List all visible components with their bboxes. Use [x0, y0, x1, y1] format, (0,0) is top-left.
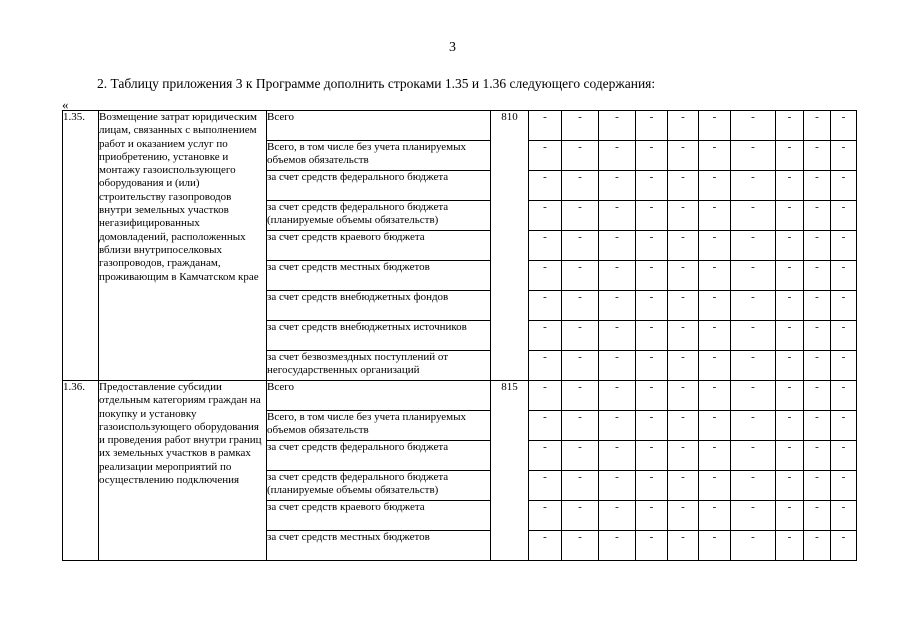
value-cell: -: [599, 291, 636, 321]
value-cell: -: [562, 381, 599, 411]
value-cell: -: [776, 351, 804, 381]
value-cell: -: [668, 351, 699, 381]
funding-source: за счет средств федерального бюджета: [267, 441, 491, 471]
value-cell: -: [562, 441, 599, 471]
value-cell: -: [562, 291, 599, 321]
instruction-text: 2. Таблицу приложения 3 к Программе дополнить строками 1.35 и 1.36 следующего содержания:: [97, 76, 656, 91]
value-cell: -: [529, 411, 562, 441]
value-cell: -: [529, 201, 562, 231]
value-cell: -: [636, 291, 668, 321]
value-cell: -: [731, 291, 776, 321]
value-cell: -: [599, 141, 636, 171]
value-cell: -: [804, 201, 831, 231]
value-cell: -: [831, 501, 857, 531]
value-cell: -: [804, 471, 831, 501]
value-cell: -: [699, 141, 731, 171]
value-cell: -: [529, 351, 562, 381]
value-cell: -: [562, 261, 599, 291]
value-cell: -: [599, 261, 636, 291]
value-cell: -: [636, 201, 668, 231]
funding-source: Всего, в том числе без учета планируемых объемов обязательств: [267, 141, 491, 171]
value-cell: -: [731, 351, 776, 381]
value-cell: -: [831, 531, 857, 561]
value-cell: -: [804, 411, 831, 441]
value-cell: -: [668, 411, 699, 441]
value-cell: -: [599, 231, 636, 261]
value-cell: -: [529, 231, 562, 261]
value-cell: -: [699, 531, 731, 561]
value-cell: -: [636, 351, 668, 381]
value-cell: -: [699, 261, 731, 291]
value-cell: -: [529, 501, 562, 531]
value-cell: -: [776, 141, 804, 171]
value-cell: -: [699, 111, 731, 141]
value-cell: -: [831, 111, 857, 141]
value-cell: -: [699, 471, 731, 501]
value-cell: -: [699, 291, 731, 321]
value-cell: -: [562, 321, 599, 351]
value-cell: -: [599, 201, 636, 231]
value-cell: -: [831, 321, 857, 351]
funding-source: за счет средств местных бюджетов: [267, 261, 491, 291]
value-cell: -: [636, 411, 668, 441]
funding-source: за счет средств федерального бюджета (планируемые объемы обязательств): [267, 201, 491, 231]
value-cell: -: [731, 531, 776, 561]
value-cell: -: [731, 471, 776, 501]
value-cell: -: [668, 261, 699, 291]
value-cell: -: [636, 471, 668, 501]
value-cell: -: [831, 141, 857, 171]
value-cell: -: [599, 411, 636, 441]
value-cell: -: [599, 471, 636, 501]
value-cell: -: [668, 441, 699, 471]
value-cell: -: [776, 261, 804, 291]
value-cell: -: [731, 141, 776, 171]
row-number: 1.35.: [63, 111, 99, 381]
value-cell: -: [731, 501, 776, 531]
value-cell: -: [599, 531, 636, 561]
value-cell: -: [636, 441, 668, 471]
value-cell: -: [804, 231, 831, 261]
funding-source: за счет безвозмездных поступлений от негосударственных организаций: [267, 351, 491, 381]
value-cell: -: [668, 471, 699, 501]
value-cell: -: [831, 291, 857, 321]
program-table: [62, 110, 857, 561]
value-cell: -: [529, 291, 562, 321]
value-cell: -: [599, 501, 636, 531]
value-cell: -: [831, 441, 857, 471]
value-cell: -: [776, 111, 804, 141]
value-cell: -: [804, 291, 831, 321]
value-cell: -: [599, 351, 636, 381]
funding-source: за счет средств местных бюджетов: [267, 531, 491, 561]
value-cell: -: [636, 231, 668, 261]
value-cell: -: [699, 411, 731, 441]
value-cell: -: [804, 381, 831, 411]
funding-source: Всего: [267, 381, 491, 411]
budget-code: 810: [491, 111, 529, 381]
value-cell: -: [599, 321, 636, 351]
value-cell: -: [636, 171, 668, 201]
value-cell: -: [699, 501, 731, 531]
value-cell: -: [562, 501, 599, 531]
value-cell: -: [831, 201, 857, 231]
value-cell: -: [562, 111, 599, 141]
value-cell: -: [804, 171, 831, 201]
value-cell: -: [562, 201, 599, 231]
value-cell: -: [529, 111, 562, 141]
value-cell: -: [776, 531, 804, 561]
value-cell: -: [804, 261, 831, 291]
value-cell: -: [562, 531, 599, 561]
opening-quote-mark: «: [62, 97, 69, 112]
funding-source: Всего, в том числе без учета планируемых объемов обязательств: [267, 411, 491, 441]
value-cell: -: [776, 171, 804, 201]
value-cell: -: [731, 381, 776, 411]
funding-source: за счет средств внебюджетных источников: [267, 321, 491, 351]
value-cell: -: [731, 411, 776, 441]
value-cell: -: [831, 381, 857, 411]
value-cell: -: [831, 351, 857, 381]
value-cell: -: [636, 321, 668, 351]
value-cell: -: [776, 441, 804, 471]
value-cell: -: [731, 321, 776, 351]
value-cell: -: [562, 171, 599, 201]
value-cell: -: [776, 231, 804, 261]
value-cell: -: [731, 261, 776, 291]
value-cell: -: [731, 231, 776, 261]
funding-source: за счет средств краевого бюджета: [267, 501, 491, 531]
value-cell: -: [668, 531, 699, 561]
funding-source: за счет средств федерального бюджета (планируемые объемы обязательств): [267, 471, 491, 501]
value-cell: -: [562, 141, 599, 171]
value-cell: -: [804, 111, 831, 141]
row-number: 1.36.: [63, 381, 99, 561]
value-cell: -: [668, 111, 699, 141]
value-cell: -: [804, 501, 831, 531]
value-cell: -: [668, 231, 699, 261]
value-cell: -: [636, 501, 668, 531]
value-cell: -: [699, 201, 731, 231]
value-cell: -: [776, 501, 804, 531]
value-cell: -: [668, 321, 699, 351]
value-cell: -: [529, 141, 562, 171]
funding-source: за счет средств федерального бюджета: [267, 171, 491, 201]
value-cell: -: [599, 171, 636, 201]
measure-name: Возмещение затрат юридическим лицам, связанных с выполнением работ и оказанием услуг по приобретению, установке и монтажу газоиспользующего оборудования и (или) строительству газопроводов внутри земельных участков негазифицированных домовладений, расположенных вблизи внутрипоселковых газопроводов, гражданам, проживающим в Камчатском крае: [99, 111, 267, 381]
budget-code: 815: [491, 381, 529, 561]
value-cell: -: [831, 471, 857, 501]
value-cell: -: [731, 111, 776, 141]
value-cell: -: [804, 351, 831, 381]
value-cell: -: [599, 381, 636, 411]
value-cell: -: [731, 171, 776, 201]
value-cell: -: [776, 321, 804, 351]
value-cell: -: [776, 381, 804, 411]
value-cell: -: [776, 411, 804, 441]
value-cell: -: [529, 321, 562, 351]
value-cell: -: [776, 471, 804, 501]
value-cell: -: [668, 141, 699, 171]
value-cell: -: [668, 171, 699, 201]
value-cell: -: [636, 141, 668, 171]
value-cell: -: [699, 231, 731, 261]
value-cell: -: [831, 411, 857, 441]
funding-source: за счет средств внебюджетных фондов: [267, 291, 491, 321]
value-cell: -: [636, 381, 668, 411]
value-cell: -: [831, 261, 857, 291]
value-cell: -: [731, 201, 776, 231]
value-cell: -: [804, 321, 831, 351]
value-cell: -: [636, 111, 668, 141]
value-cell: -: [804, 531, 831, 561]
funding-source: Всего: [267, 111, 491, 141]
value-cell: -: [776, 201, 804, 231]
value-cell: -: [562, 231, 599, 261]
value-cell: -: [636, 261, 668, 291]
value-cell: -: [699, 351, 731, 381]
value-cell: -: [599, 111, 636, 141]
value-cell: -: [562, 351, 599, 381]
value-cell: -: [529, 381, 562, 411]
value-cell: -: [699, 171, 731, 201]
value-cell: -: [668, 291, 699, 321]
page-number: 3: [449, 40, 456, 55]
value-cell: -: [529, 261, 562, 291]
table-row: [63, 381, 857, 411]
table-row: [63, 111, 857, 141]
value-cell: -: [668, 201, 699, 231]
value-cell: -: [699, 321, 731, 351]
value-cell: -: [529, 471, 562, 501]
value-cell: -: [776, 291, 804, 321]
value-cell: -: [804, 441, 831, 471]
value-cell: -: [831, 231, 857, 261]
value-cell: -: [562, 411, 599, 441]
value-cell: -: [529, 531, 562, 561]
value-cell: -: [529, 171, 562, 201]
value-cell: -: [699, 441, 731, 471]
value-cell: -: [731, 441, 776, 471]
value-cell: -: [831, 171, 857, 201]
value-cell: -: [699, 381, 731, 411]
value-cell: -: [668, 501, 699, 531]
value-cell: -: [529, 441, 562, 471]
value-cell: -: [599, 441, 636, 471]
value-cell: -: [636, 531, 668, 561]
value-cell: -: [668, 381, 699, 411]
value-cell: -: [562, 471, 599, 501]
measure-name: Предоставление субсидии отдельным категориям граждан на покупку и установку газоиспользующего оборудования и проведения работ внутри границ их земельных участков в рамках реализации мероприятий по осуществлению подключения: [99, 381, 267, 561]
funding-source: за счет средств краевого бюджета: [267, 231, 491, 261]
value-cell: -: [804, 141, 831, 171]
